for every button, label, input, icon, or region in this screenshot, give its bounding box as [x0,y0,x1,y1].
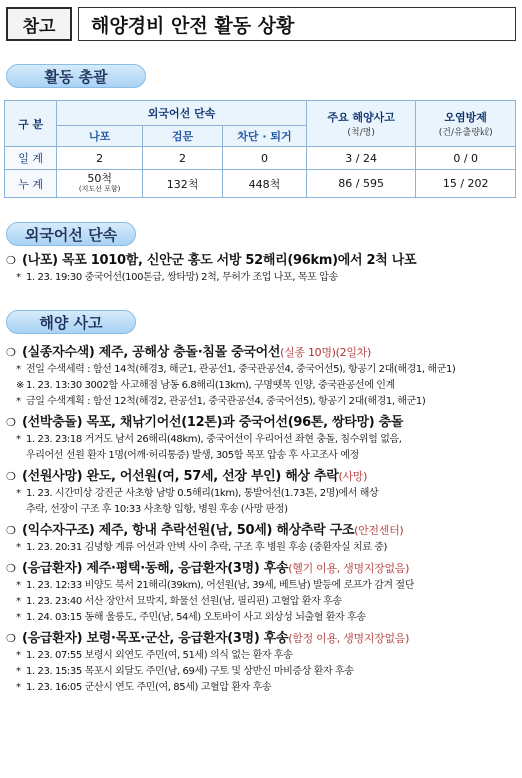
accident-item [6,468,518,518]
accident-detail-text: 1. 23. 시간미상 강진군 사초항 남방 0.5해리(1km), 통발어선(1.73톤, 2명)에서 해상 [26,488,379,499]
accident-detail [6,680,518,696]
row-label: 일 계 [5,147,57,170]
accident-detail-text: 1. 23. 23:18 거거도 남서 26해리(48km), 중국어선이 우리어선 좌현 충돌, 침수위험 없음, [26,434,402,445]
accident-detail [6,540,518,556]
accident-detail [6,502,518,518]
accident-detail [6,394,518,410]
accident-detail-text: 1. 24. 03:15 동해 울릉도, 주민(남, 54세) 오토바이 사고 외상성 뇌출혈 환자 후송 [26,612,366,623]
summary-table [4,100,516,198]
accident-headline-text: (선원사망) 완도, 어선원(여, 57세, 선장 부인) 해상 추락 [22,469,339,484]
cell-chadan: 448척 [223,170,307,198]
accident-detail-text: 1. 23. 23:40 서산 장안서 묘박지, 화물선 선원(남, 필리핀) 고혈압 환자 후송 [26,596,342,607]
detail-marker: * [16,666,21,677]
accident-detail-text: 전일 수색세력 : 함선 14척(해경3, 해군1, 관공선1, 중국관공선4, 중국어선5), 항공기 2대(해경1, 해군1) [26,364,456,375]
header-pollution-unit: (건/유출량㎘) [438,128,493,138]
bullet-icon: ❍ [6,524,16,537]
accident-item [6,344,518,410]
header-geommun: 검문 [143,126,223,147]
detail-marker: * [16,596,21,607]
header-accident [306,101,415,147]
accident-detail [6,486,518,502]
row-label: 누 계 [5,170,57,198]
section-accident-heading: 해양 사고 [6,310,136,334]
header-pollution-label: 오염방제 [444,111,487,124]
foreign-detail-text: 1. 23. 19:30 중국어선(100톤급, 쌍타망) 2척, 무허가 조업 나포, 목포 압송 [26,272,338,283]
cell-pollution: 0 / 0 [416,147,516,170]
cell-napo [57,170,143,198]
section-summary-heading: 활동 총괄 [6,64,146,88]
detail-marker: * [16,364,21,375]
accident-detail [6,448,518,464]
accident-headline-note: (안전센터) [354,524,404,537]
bullet-icon: ❍ [6,416,16,429]
accident-detail-text: 1. 23. 20:31 김녕항 계류 어선과 안벽 사이 추락, 구조 후 병원 후송 (중환자실 치료 중) [26,542,388,553]
accident-headline [6,630,518,648]
accident-headline-text: (익수자구조) 제주, 항내 추락선원(남, 50세) 해상추락 구조 [22,523,355,538]
accident-headline [6,468,518,486]
cell-chadan: 0 [223,147,307,170]
accident-headline-text: (응급환자) 보령·목포·군산, 응급환자(3명) 후송 [22,631,289,646]
header-accident-unit: (척/명) [347,128,375,138]
accident-detail [6,378,518,394]
cell-accident: 3 / 24 [306,147,415,170]
detail-marker: * [16,434,21,445]
page-header [6,5,516,45]
accident-detail-text: 추락, 선장이 구조 후 10:33 사초항 입항, 병원 후송 (사망 판정) [26,504,288,515]
header-pollution [416,101,516,147]
detail-marker: * [16,650,21,661]
cell-accident: 86 / 595 [306,170,415,198]
detail-marker: * [16,612,21,623]
accident-headline-note: (헬기 이용, 생명지장없음) [288,562,410,575]
detail-marker: ※ [16,380,24,391]
accident-item [6,630,518,696]
accident-detail-text: 우리어선 선원 환자 1명(어깨·허리통증) 발생, 305함 목포 압송 후 사고조사 예정 [26,450,359,461]
bullet-icon: ❍ [6,632,16,645]
accident-headline-text: (응급환자) 제주·평택·동해, 응급환자(3명) 후송 [22,561,289,576]
accident-headline [6,560,518,578]
cell-napo-value: 50척 [87,171,112,185]
cell-geommun: 2 [143,147,223,170]
accident-headline [6,414,518,432]
section-foreign-heading: 외국어선 단속 [6,222,136,246]
table-row [5,170,516,198]
cell-napo-note: (지도선 포함) [78,184,121,193]
foreign-headline-text: (나포) 목포 1010함, 신안군 홍도 서방 52해리(96km)에서 2척 나포 [22,253,417,268]
accident-detail [6,648,518,664]
accident-detail [6,578,518,594]
accident-detail [6,594,518,610]
accident-detail [6,362,518,378]
cell-napo: 2 [57,147,143,170]
bullet-icon: ❍ [6,254,16,267]
foreign-block [6,252,518,286]
accident-headline-text: (실종자수색) 제주, 공해상 충돌·침몰 중국어선 [22,345,281,360]
bullet-icon: ❍ [6,470,16,483]
header-gubun: 구 분 [5,101,57,147]
accident-detail-text: 1. 23. 16:05 군산시 연도 주민(여, 85세) 고혈압 환자 후송 [26,682,272,693]
accident-headline [6,522,518,540]
bullet-icon: ❍ [6,562,16,575]
accident-item [6,522,518,556]
header-chadan: 차단 · 퇴거 [223,126,307,147]
accident-detail-text: 1. 23. 07:55 보령시 외연도 주민(여, 51세) 의식 없는 환자 후송 [26,650,293,661]
detail-marker: * [16,488,21,499]
accident-detail-text: 1. 23. 15:35 목포시 외달도 주민(남, 69세) 구토 및 상반신 마비증상 환자 후송 [26,666,354,677]
header-napo: 나포 [57,126,143,147]
accident-detail [6,664,518,680]
accident-detail [6,432,518,448]
detail-marker: * [16,580,21,591]
accident-headline [6,344,518,362]
accident-headline-note: (함정 이용, 생명지장없음) [288,632,410,645]
accident-detail-text: 금일 수색계획 : 함선 12척(해경2, 관공선1, 중국관공선4, 중국어선5), 항공기 2대(해경1, 해군1) [26,396,426,407]
cell-pollution: 15 / 202 [416,170,516,198]
reference-tag: 참고 [6,7,72,41]
accident-item [6,414,518,464]
accident-detail-text: 1. 23. 13:30 3002함 사고해점 남동 6.8해리(13km), 구명뗏목 인양, 중국관공선에 인계 [26,380,395,391]
foreign-headline [6,252,518,270]
header-accident-label: 주요 해양사고 [327,111,395,124]
accident-headline-note: (사망) [338,470,368,483]
foreign-detail: * 1. 23. 19:30 중국어선(100톤급, 쌍타망) 2척, 무허가 조업 나포, 목포 압송 [16,272,338,283]
detail-marker: * [16,542,21,553]
accident-headline-note: (실종 10명)(2일차) [280,346,371,359]
detail-marker: * [16,396,21,407]
page-title: 해양경비 안전 활동 상황 [78,7,516,41]
bullet-icon: ❍ [6,346,16,359]
cell-geommun: 132척 [143,170,223,198]
accident-item [6,560,518,626]
accident-list [6,344,518,700]
accident-detail-text: 1. 23. 12:33 비양도 북서 21해리(39km), 어선원(남, 39세, 베트남) 발등에 로프가 감겨 절단 [26,580,414,591]
header-foreign: 외국어선 단속 [57,101,307,126]
detail-marker: * [16,682,21,693]
accident-detail [6,610,518,626]
table-row [5,147,516,170]
accident-headline-text: (선박충돌) 목포, 채낚기어선(12톤)과 중국어선(96톤, 쌍타망) 충돌 [22,415,404,430]
